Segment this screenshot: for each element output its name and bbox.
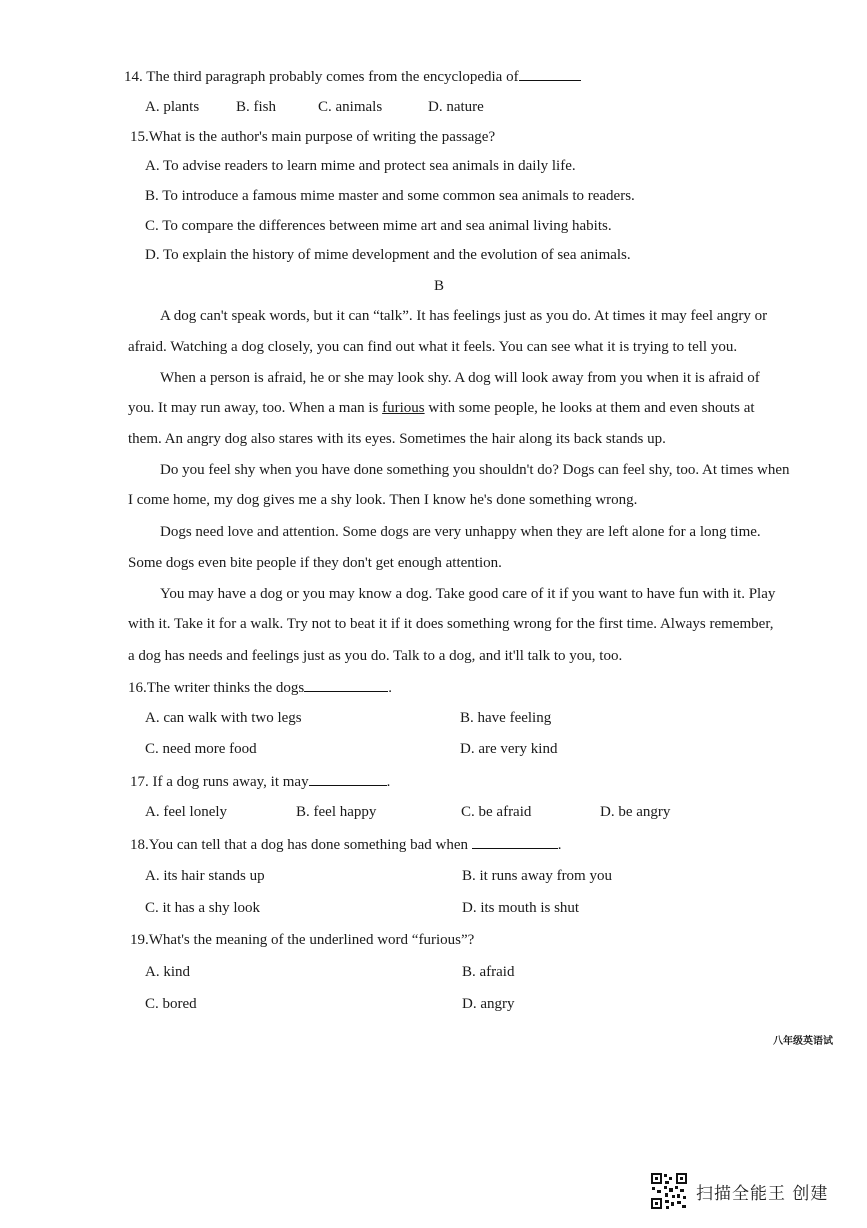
passage-line: Dogs need love and attention. Some dogs are very unhappy when they are left alone for a long time. <box>160 524 761 540</box>
page-footer: 八年级英语试 <box>773 1036 833 1047</box>
passage-line: Some dogs even bite people if they don't get enough attention. <box>128 555 502 571</box>
answer-blank <box>309 771 387 786</box>
q17-stem <box>130 771 390 792</box>
passage-line: afraid. Watching a dog closely, you can find out what it feels. You can see what it is trying to tell you. <box>128 339 738 355</box>
passage-line: Do you feel shy when you have done something you shouldn't do? Dogs can feel shy, too. At times when <box>160 462 790 478</box>
q17-option-a: A. feel lonely <box>145 804 228 820</box>
passage-text: with some people, he looks at them and even shouts at <box>424 400 755 416</box>
passage-line: a dog has needs and feelings just as you do. Talk to a dog, and it'll talk to you, too. <box>128 648 623 664</box>
passage-line: I come home, my dog gives me a shy look. Then I know he's done something wrong. <box>128 492 638 508</box>
q17-option-b: B. feel happy <box>296 804 377 820</box>
q14-stem <box>124 66 581 87</box>
q17-option-c: C. be afraid <box>461 804 532 820</box>
passage-line: When a person is afraid, he or she may look shy. A dog will look away from you when it is afraid of <box>160 370 760 386</box>
answer-blank <box>304 677 388 692</box>
q16-option-b: B. have feeling <box>460 710 552 726</box>
q16-stem-end: . <box>388 680 392 696</box>
q14-option-b: B. fish <box>236 99 277 115</box>
q16-stem <box>128 677 392 698</box>
underlined-word: furious <box>382 400 425 416</box>
q15-option-a: A. To advise readers to learn mime and protect sea animals in daily life. <box>145 158 576 174</box>
scanner-watermark <box>650 1172 828 1210</box>
q16-option-d: D. are very kind <box>460 741 558 757</box>
q18-option-b: B. it runs away from you <box>462 868 612 884</box>
q15-option-c: C. To compare the differences between mime art and sea animal living habits. <box>145 218 612 234</box>
q17-stem-end: . <box>386 774 391 790</box>
q19-option-c: C. bored <box>145 996 197 1012</box>
passage-text: you. It may run away, too. When a man is <box>128 400 383 416</box>
q15-option-d: D. To explain the history of mime development and the evolution of sea animals. <box>145 247 631 263</box>
passage-line: them. An angry dog also stares with its eyes. Sometimes the hair along its back stands up. <box>128 431 666 447</box>
q15-option-b: B. To introduce a famous mime master and some common sea animals to readers. <box>145 188 635 204</box>
q16-stem-text: 16.The writer thinks the dogs <box>128 680 305 696</box>
q15-stem: 15.What is the author's main purpose of writing the passage? <box>130 129 496 145</box>
passage-line <box>128 398 755 418</box>
q14-option-a: A. plants <box>145 99 200 115</box>
q18-stem-text: 18.You can tell that a dog has done something bad when <box>130 837 469 853</box>
q18-option-a: A. its hair stands up <box>145 868 265 884</box>
passage-line: A dog can't speak words, but it can “talk”. It has feelings just as you do. At times it may feel angry or <box>160 308 768 324</box>
q18-option-d: D. its mouth is shut <box>462 900 580 916</box>
q14-option-d: D. nature <box>428 99 484 115</box>
q18-stem <box>130 834 562 855</box>
q18-stem-end: . <box>557 837 562 853</box>
q19-option-b: B. afraid <box>462 964 515 980</box>
q14-stem-text: 14. The third paragraph probably comes from the encyclopedia of <box>124 69 519 85</box>
watermark-text: 扫描全能王 创建 <box>696 1183 829 1204</box>
section-heading: B <box>434 278 445 294</box>
q19-option-d: D. angry <box>462 996 515 1012</box>
q17-stem-text: 17. If a dog runs away, it may <box>130 774 309 790</box>
q16-option-a: A. can walk with two legs <box>145 710 302 726</box>
answer-blank <box>472 834 558 849</box>
q14-option-c: C. animals <box>318 99 383 115</box>
q16-option-c: C. need more food <box>145 741 257 757</box>
q17-option-d: D. be angry <box>600 804 671 820</box>
q19-option-a: A. kind <box>145 964 190 980</box>
q19-stem: 19.What's the meaning of the underlined word “furious”? <box>130 932 475 948</box>
qr-code-icon <box>650 1172 688 1210</box>
passage-line: with it. Take it for a walk. Try not to beat it if it does something wrong for the first time. Always remember, <box>128 616 774 632</box>
answer-blank <box>519 66 581 81</box>
passage-line: You may have a dog or you may know a dog. Take good care of it if you want to have fun with it. Play <box>160 586 776 602</box>
q18-option-c: C. it has a shy look <box>145 900 260 916</box>
